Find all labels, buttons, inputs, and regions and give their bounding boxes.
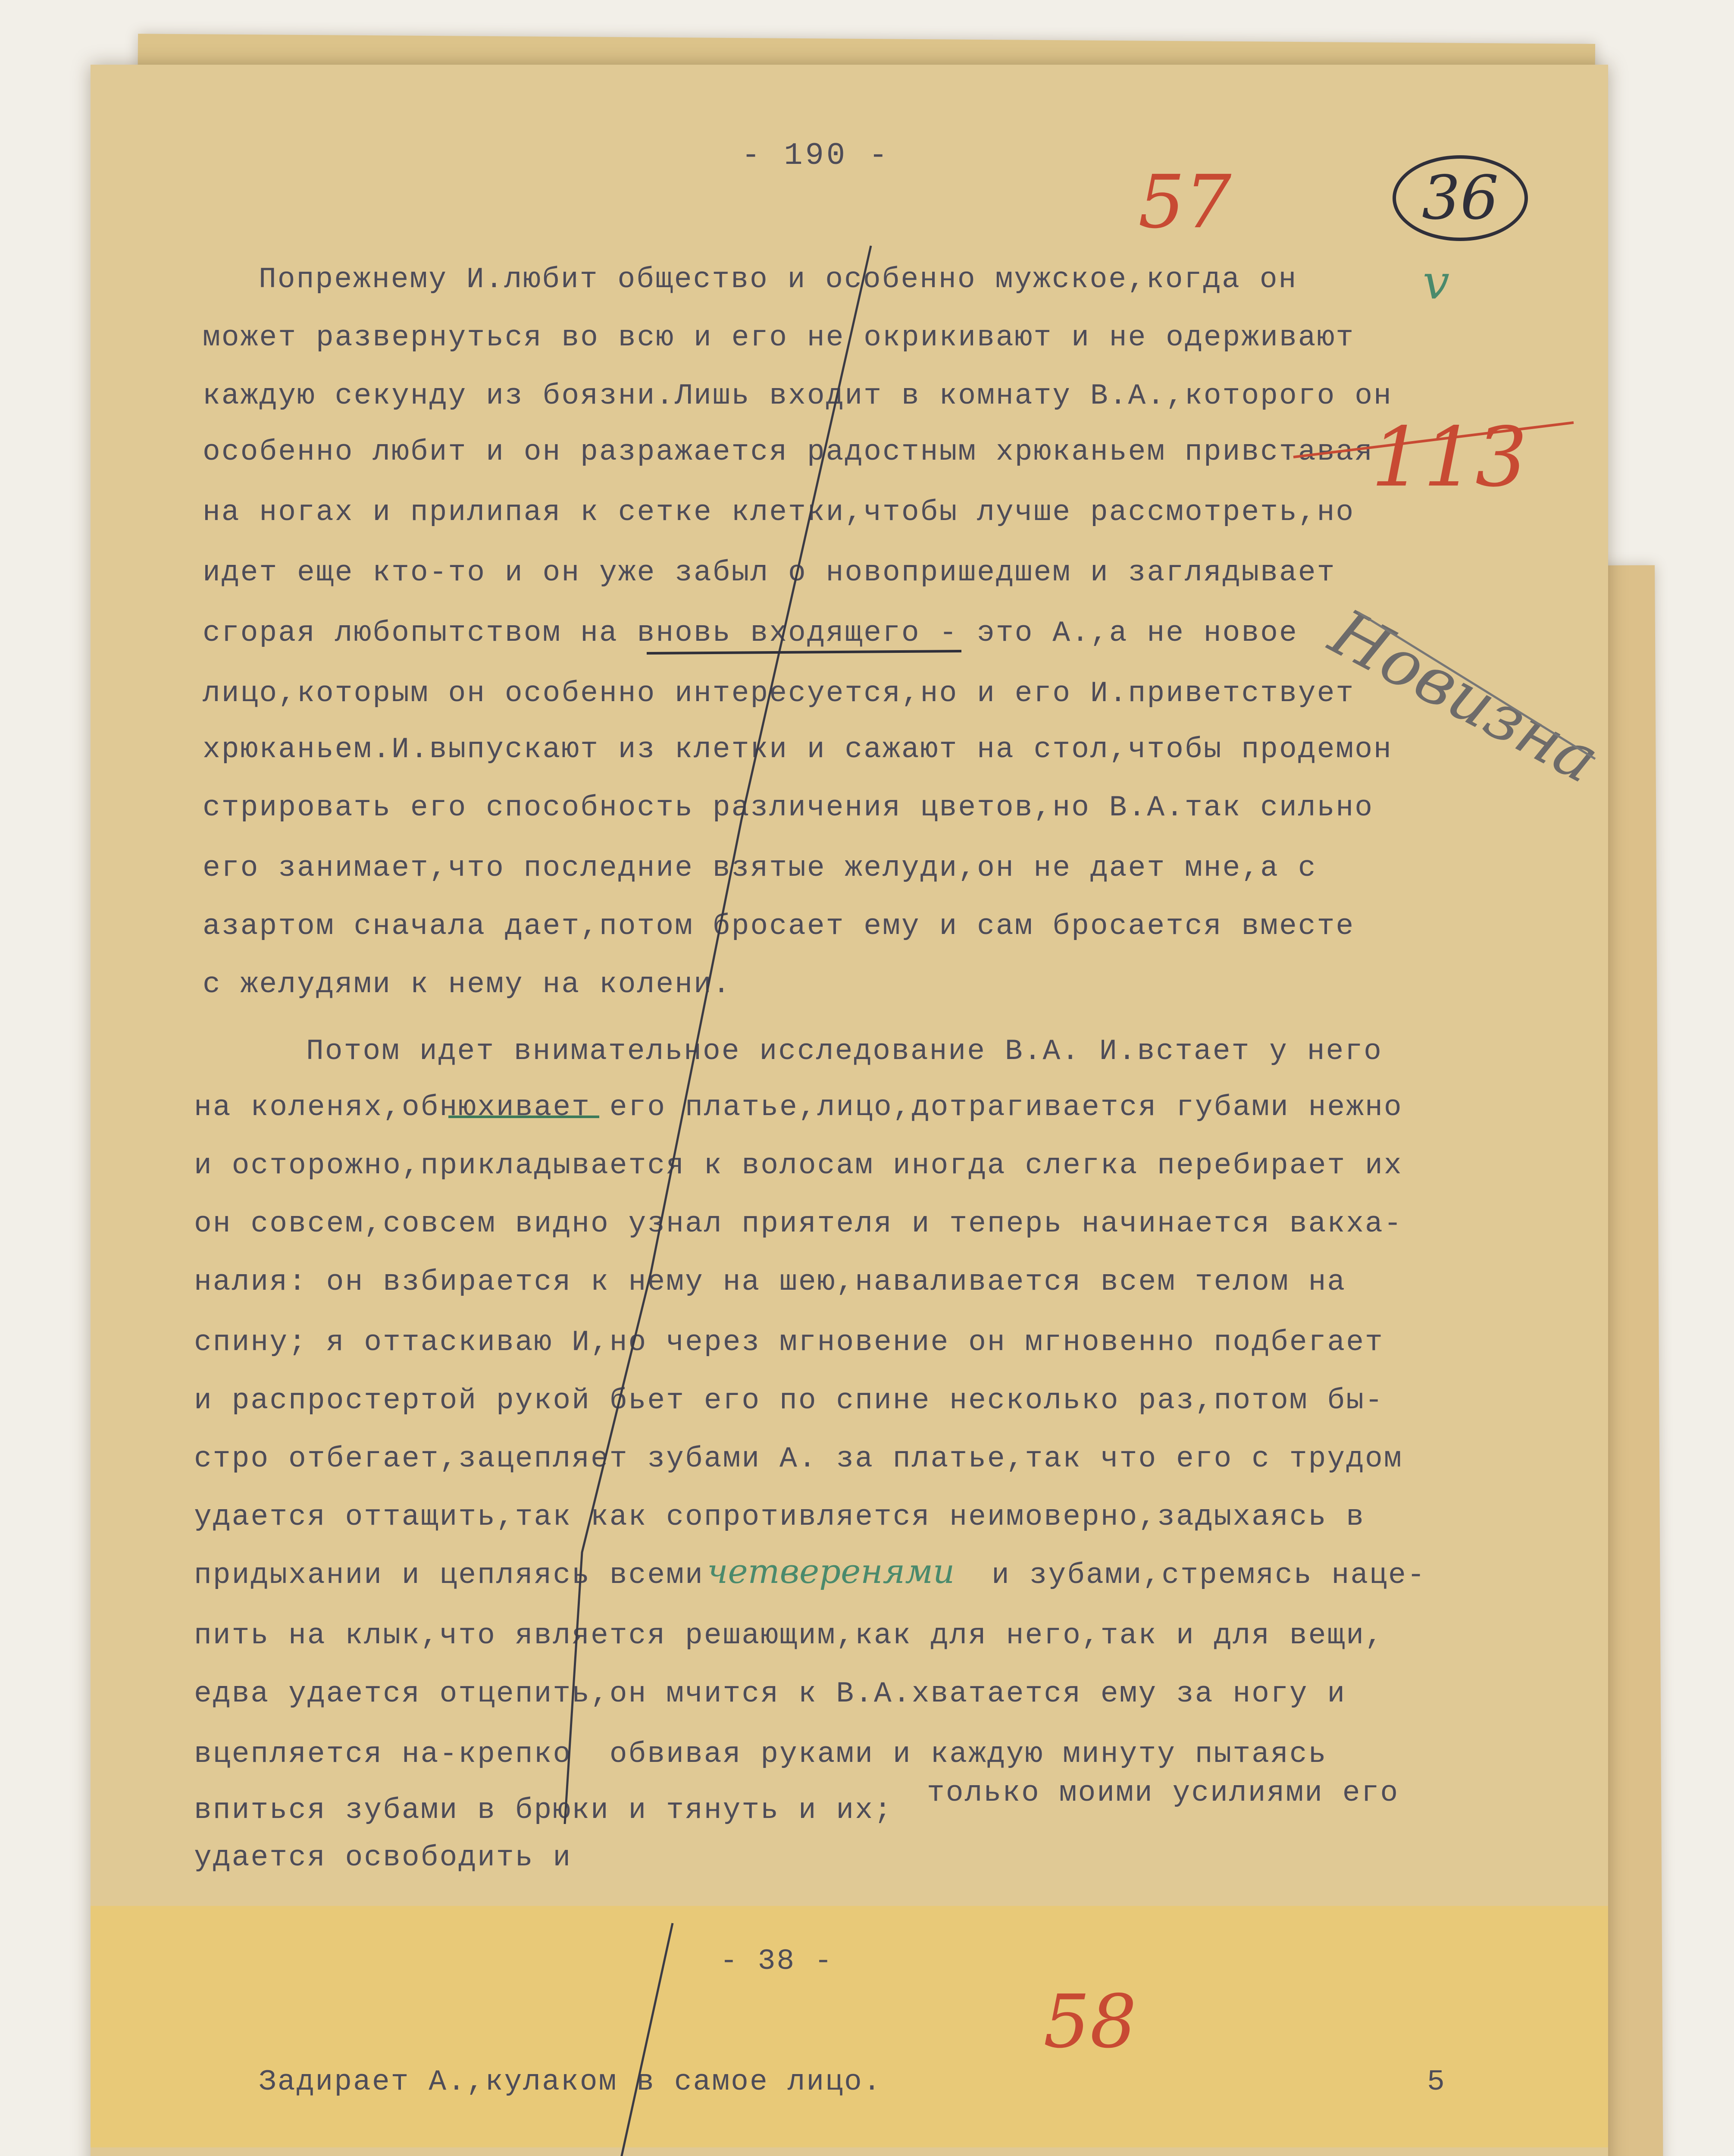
text-line: с желудями к нему на колени. [203, 968, 732, 1001]
text-line: вцепляется на-крепко обвивая руками и каждую минуту пытаясь [194, 1738, 1327, 1771]
text-line: особенно любит и он разражается радостным хрюканьем привставая [203, 436, 1374, 469]
text-line: стрировать его способность различения цветов,но В.А.так сильно [203, 791, 1374, 824]
text-line: сгорая любопытством на вновь входящего - это А.,а не новое [203, 617, 1298, 650]
text-line: азартом сначала дает,потом бросает ему и сам бросается вместе [203, 910, 1355, 943]
text-line: едва удается отцепить,он мчится к В.А.хватается ему за ногу и [194, 1677, 1346, 1711]
text-line: и зубами,стремясь наце- [992, 1559, 1426, 1592]
text-line: налия: он взбирается к нему на шею,наваливается всем телом на [194, 1266, 1346, 1299]
pasted-right-number: 5 [1427, 2065, 1446, 2099]
page-number: - 190 - [742, 138, 890, 173]
text-line: на ногах и прилипая к сетке клетки,чтобы лучше рассмотреть,но [203, 496, 1355, 529]
text-line: он совсем,совсем видно узнал приятеля и теперь начинается вакха- [194, 1207, 1403, 1241]
annotation-pencil-margin: Новизна [1318, 595, 1611, 798]
annotation-57: 57 [1138, 160, 1232, 245]
text-line: лицо,которым он особенно интересуется,но и его И.приветствует [203, 677, 1355, 710]
annotation-58: 58 [1043, 1979, 1137, 2065]
annotation-circled-36: 36 [1393, 155, 1528, 241]
text-line: и осторожно,прикладывается к волосам иногда слегка перебирает их [194, 1149, 1403, 1182]
pasted-text-line: Задирает А.,кулаком в самое лицо. [259, 2065, 882, 2099]
pasted-page-number: - 38 - [720, 1945, 833, 1978]
annotation-113: 113 [1371, 410, 1527, 505]
text-line: Потом идет внимательное исследование В.А. И.встает у него [306, 1035, 1383, 1068]
text-line: идет еще кто-то и он уже забыл о новопришедшем и заглядывает [203, 556, 1336, 589]
text-line: впиться зубами в брюки и тянуть и их; [194, 1794, 893, 1827]
text-line: стро отбегает,зацепляет зубами А. за платье,так что его с трудом [194, 1442, 1403, 1476]
text-line: Попрежнему И.любит общество и особенно мужское,когда он [259, 263, 1298, 296]
text-line: каждую секунду из боязни.Лишь входит в комнату В.А.,которого он [203, 379, 1393, 413]
annotation-green-insert: четверенями [707, 1552, 955, 1591]
text-line: может развернуться во всю и его не окрикивают и не одерживают [203, 321, 1355, 354]
text-line: и распростертой рукой бьет его по спине несколько раз,потом бы- [194, 1384, 1384, 1417]
text-line: придыхании и цепляясь всеми [194, 1559, 704, 1592]
text-line: на коленях,обнюхивает его платье,лицо,дотрагивается губами нежно [194, 1091, 1403, 1124]
annotation-check-mark: v [1423, 254, 1450, 310]
text-line: удается освободить и [194, 1841, 572, 1874]
text-line: пить на клык,что является решающим,как для него,так и для вещи, [194, 1619, 1384, 1652]
text-line: удается оттащить,так как сопротивляется неимоверно,задыхаясь в [194, 1501, 1365, 1534]
text-line: только моими усилиями его [927, 1777, 1399, 1810]
text-line: хрюканьем.И.выпускают из клетки и сажают на стол,чтобы продемон [203, 733, 1393, 766]
text-line: спину; я оттаскиваю И,но через мгновение он мгновенно подбегает [194, 1326, 1384, 1359]
pasted-strip [91, 1906, 1608, 2147]
text-line: его занимает,что последние взятые желуди,он не дает мне,а с [203, 852, 1317, 885]
